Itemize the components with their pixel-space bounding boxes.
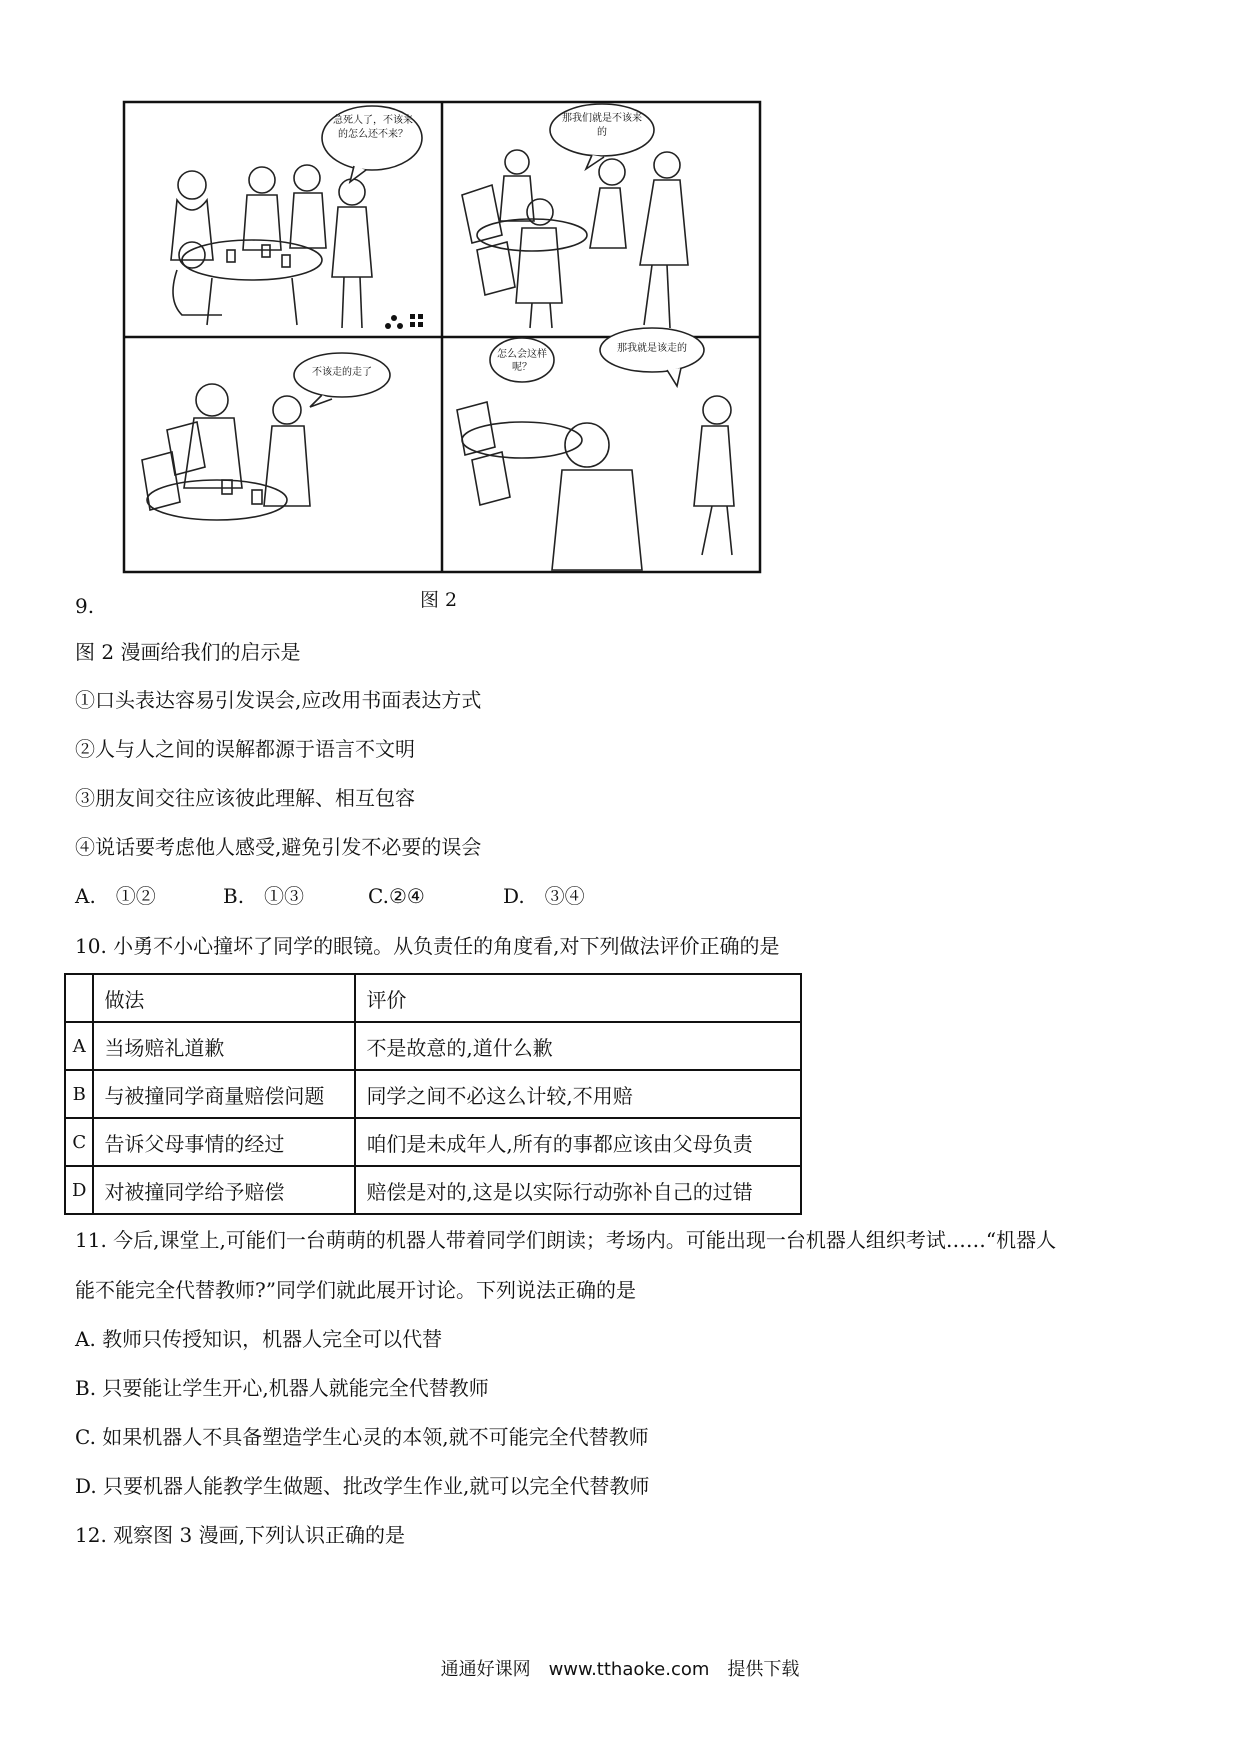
table-cell: 与被撞同学商量赔偿问题 xyxy=(93,1070,355,1118)
table-row xyxy=(65,1070,801,1118)
q9-option-c: C.②④ xyxy=(368,884,425,908)
comic-panel-3 xyxy=(142,384,310,520)
q11-option-b: B. 只要能让学生开心,机器人就能完全代替教师 xyxy=(75,1376,489,1400)
table-row xyxy=(65,1022,801,1070)
comic-figure-2 xyxy=(122,100,762,574)
bubble-text-panel-4b: 那我就是该走的 xyxy=(617,343,687,354)
q9-item-3: ③朋友间交往应该彼此理解、相互包容 xyxy=(75,786,415,810)
table-cell: D xyxy=(65,1166,93,1214)
figure-caption: 图 2 xyxy=(420,589,458,611)
table-cell: B xyxy=(65,1070,93,1118)
q11-option-c: C. 如果机器人不具备塑造学生心灵的本领,就不可能完全代替教师 xyxy=(75,1425,649,1449)
q11-option-a: A. 教师只传授知识，机器人完全可以代替 xyxy=(75,1327,443,1351)
speech-bubble-panel-4b xyxy=(600,328,704,386)
q9-item-4: ④说话要考虑他人感受,避免引发不必要的误会 xyxy=(75,835,482,859)
speech-bubble-panel-2 xyxy=(550,104,654,169)
q9-item-1: ①口头表达容易引发误会,应改用书面表达方式 xyxy=(75,688,482,712)
table-header-row xyxy=(65,974,801,1022)
bubble-text-panel-4a: 怎么会这样呢？ xyxy=(497,349,547,373)
bubble-text-panel-3: 不该走的走了 xyxy=(312,367,372,378)
q12-stem: 12. 观察图 3 漫画,下列认识正确的是 xyxy=(75,1523,405,1547)
comic-panel-2 xyxy=(462,150,688,328)
table-cell: 不是故意的,道什么歉 xyxy=(355,1022,801,1070)
q9-option-a: A. ①② xyxy=(75,884,156,908)
table-cell: 当场赔礼道歉 xyxy=(93,1022,355,1070)
q11-stem-line-2: 能不能完全代替教师?”同学们就此展开讨论。下列说法正确的是 xyxy=(75,1278,636,1302)
table-header-cell xyxy=(65,974,93,1022)
q11-option-d: D. 只要机器人能教学生做题、批改学生作业,就可以完全代替教师 xyxy=(75,1474,650,1498)
table-cell: 对被撞同学给予赔偿 xyxy=(93,1166,355,1214)
bubble-text-panel-1: 急死人了，不该来的怎么还不来？ xyxy=(333,115,413,140)
table-row xyxy=(65,1118,801,1166)
panel-dot-markers xyxy=(385,314,423,329)
table-row xyxy=(65,1166,801,1214)
table-cell: C xyxy=(65,1118,93,1166)
q9-option-d: D. ③④ xyxy=(503,884,585,908)
q9-options xyxy=(75,882,585,910)
q10-table xyxy=(64,973,802,1215)
table-cell: 告诉父母事情的经过 xyxy=(93,1118,355,1166)
table-cell: 咱们是未成年人,所有的事都应该由父母负责 xyxy=(355,1118,801,1166)
q9-stem: 图 2 漫画给我们的启示是 xyxy=(75,640,301,664)
q11-stem-line-1: 11. 今后,课堂上,可能们一台萌萌的机器人带着同学们朗读；考场内。可能出现一台机器人组织考试……“机器人 xyxy=(75,1228,1057,1252)
page-footer: 通通好课网 www.tthaoke.com 提供下载 xyxy=(440,1659,800,1680)
q9-number: 9. xyxy=(75,594,95,618)
table-cell: 同学之间不必这么计较,不用赔 xyxy=(355,1070,801,1118)
comic-panel-4 xyxy=(457,396,734,570)
speech-bubble-panel-3 xyxy=(294,353,390,407)
comic-panel-1 xyxy=(171,165,372,328)
table-cell: 赔偿是对的,这是以实际行动弥补自己的过错 xyxy=(355,1166,801,1214)
q9-option-b: B. ①③ xyxy=(223,884,305,908)
table-header-cell: 评价 xyxy=(355,974,801,1022)
speech-bubble-panel-4a xyxy=(490,338,554,382)
q9-item-2: ②人与人之间的误解都源于语言不文明 xyxy=(75,737,415,761)
table-cell: A xyxy=(65,1022,93,1070)
bubble-text-panel-2: 那我们就是不该来的 xyxy=(562,113,642,138)
table-header-cell: 做法 xyxy=(93,974,355,1022)
speech-bubble-panel-1 xyxy=(322,106,422,182)
q10-stem: 10. 小勇不小心撞坏了同学的眼镜。从负责任的角度看,对下列做法评价正确的是 xyxy=(75,934,780,958)
